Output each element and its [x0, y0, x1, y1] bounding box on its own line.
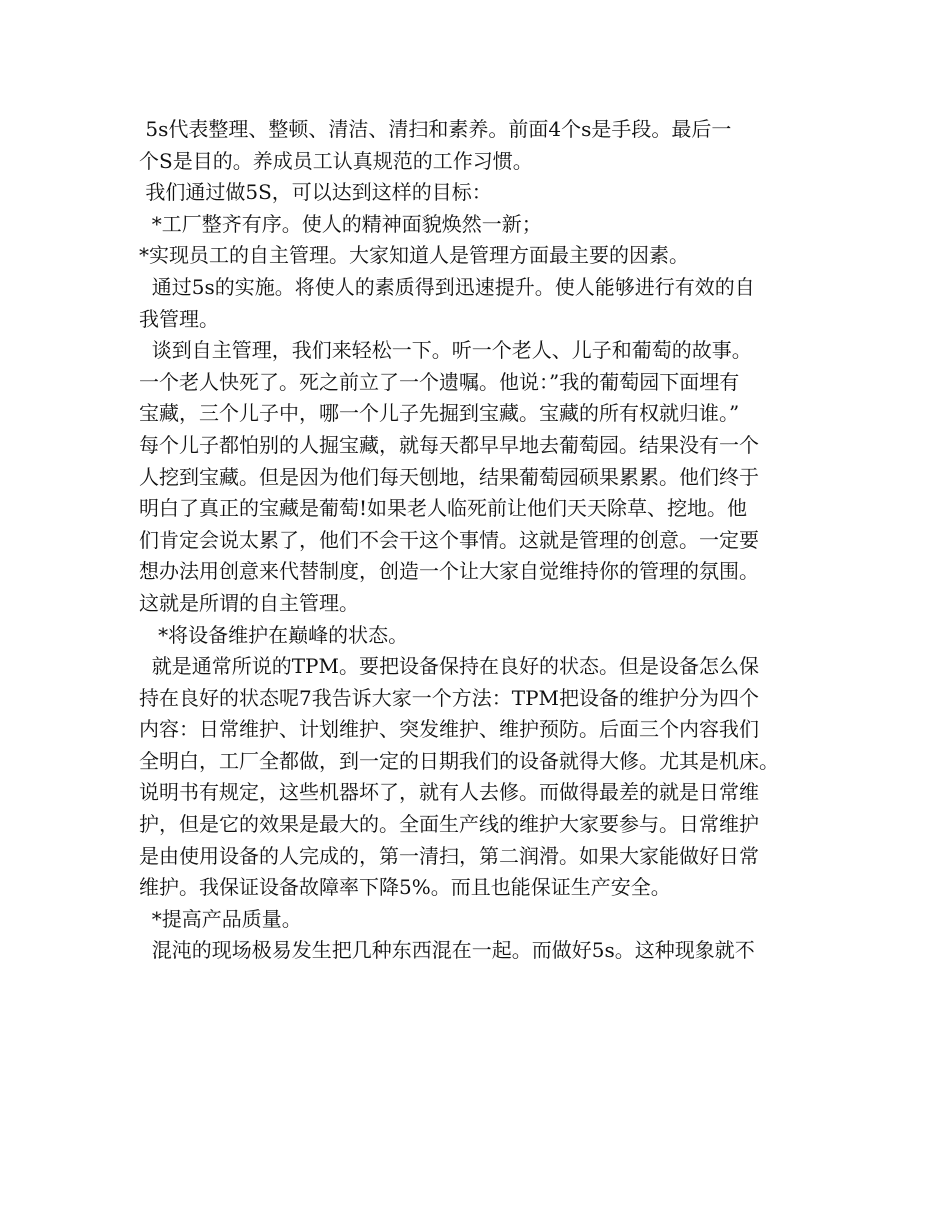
text-line: 想办法用创意来代替制度，创造一个让大家自觉维持你的管理的氛围。	[139, 559, 759, 584]
text-line: 个S是目的。养成员工认真规范的工作习惯。	[139, 148, 533, 173]
text-line: 内容：日常维护、计划维护、突发维护、维护预防。后面三个内容我们	[139, 717, 759, 742]
text-line: *实现员工的自主管理。大家知道人是管理方面最主要的因素。	[139, 243, 689, 268]
text-line: 明白了真正的宝藏是葡萄!如果老人临死前让他们天天除草、挖地。他	[139, 496, 748, 521]
text-line: 就是通常所说的TPM。要把设备保持在良好的状态。但是设备怎么保	[139, 654, 759, 679]
document-body	[139, 114, 829, 967]
text-line: 5s代表整理、整顿、清洁、清扫和素养。前面4个s是手段。最后一	[139, 117, 732, 141]
text-line: 全明白，工厂全都做，到一定的日期我们的设备就得大修。尤其是机床。	[139, 748, 779, 773]
text-line: 每个儿子都怕别的人掘宝藏，就每天都早早地去葡萄园。结果没有一个	[139, 432, 759, 457]
text-line: *提高产品质量。	[139, 906, 302, 931]
text-line: 说明书有规定，这些机器坏了，就有人去修。而做得最差的就是日常维	[139, 780, 759, 805]
text-line: 维护。我保证设备故障率下降5%。而且也能保证生产安全。	[139, 875, 671, 900]
text-line: 谈到自主管理，我们来轻松一下。听一个老人、儿子和葡萄的故事。	[139, 338, 752, 363]
text-line: 宝藏，三个儿子中，哪一个儿子先掘到宝藏。宝藏的所有权就归谁。”	[139, 401, 740, 426]
text-line: 混沌的现场极易发生把几种东西混在一起。而做好5s。这种现象就不	[139, 938, 755, 963]
text-line: 一个老人快死了。死之前立了一个遗嘱。他说：”我的葡萄园下面埋有	[139, 369, 740, 394]
text-line: 这就是所谓的自主管理。	[139, 590, 359, 615]
text-line: 们肯定会说太累了，他们不会干这个事情。这就是管理的创意。一定要	[139, 527, 759, 552]
text-line: 护，但是它的效果是最大的。全面生产线的维护大家要参与。日常维护	[139, 812, 759, 837]
text-line: 我管理。	[139, 306, 219, 331]
text-line: *将设备维护在巅峰的状态。	[139, 622, 409, 647]
text-line: 持在良好的状态呢7我告诉大家一个方法：TPM把设备的维护分为四个	[139, 685, 759, 710]
text-line: 人挖到宝藏。但是因为他们每天刨地，结果葡萄园硕果累累。他们终于	[139, 464, 759, 489]
text-line: 通过5s的实施。将使人的素质得到迅速提升。使人能够进行有效的自	[139, 274, 755, 299]
text-line: *工厂整齐有序。使人的精神面貌焕然一新；	[139, 211, 542, 236]
text-line: 我们通过做5S，可以达到这样的目标：	[139, 180, 492, 205]
text-line: 是由使用设备的人完成的，第一清扫，第二润滑。如果大家能做好日常	[139, 843, 759, 868]
